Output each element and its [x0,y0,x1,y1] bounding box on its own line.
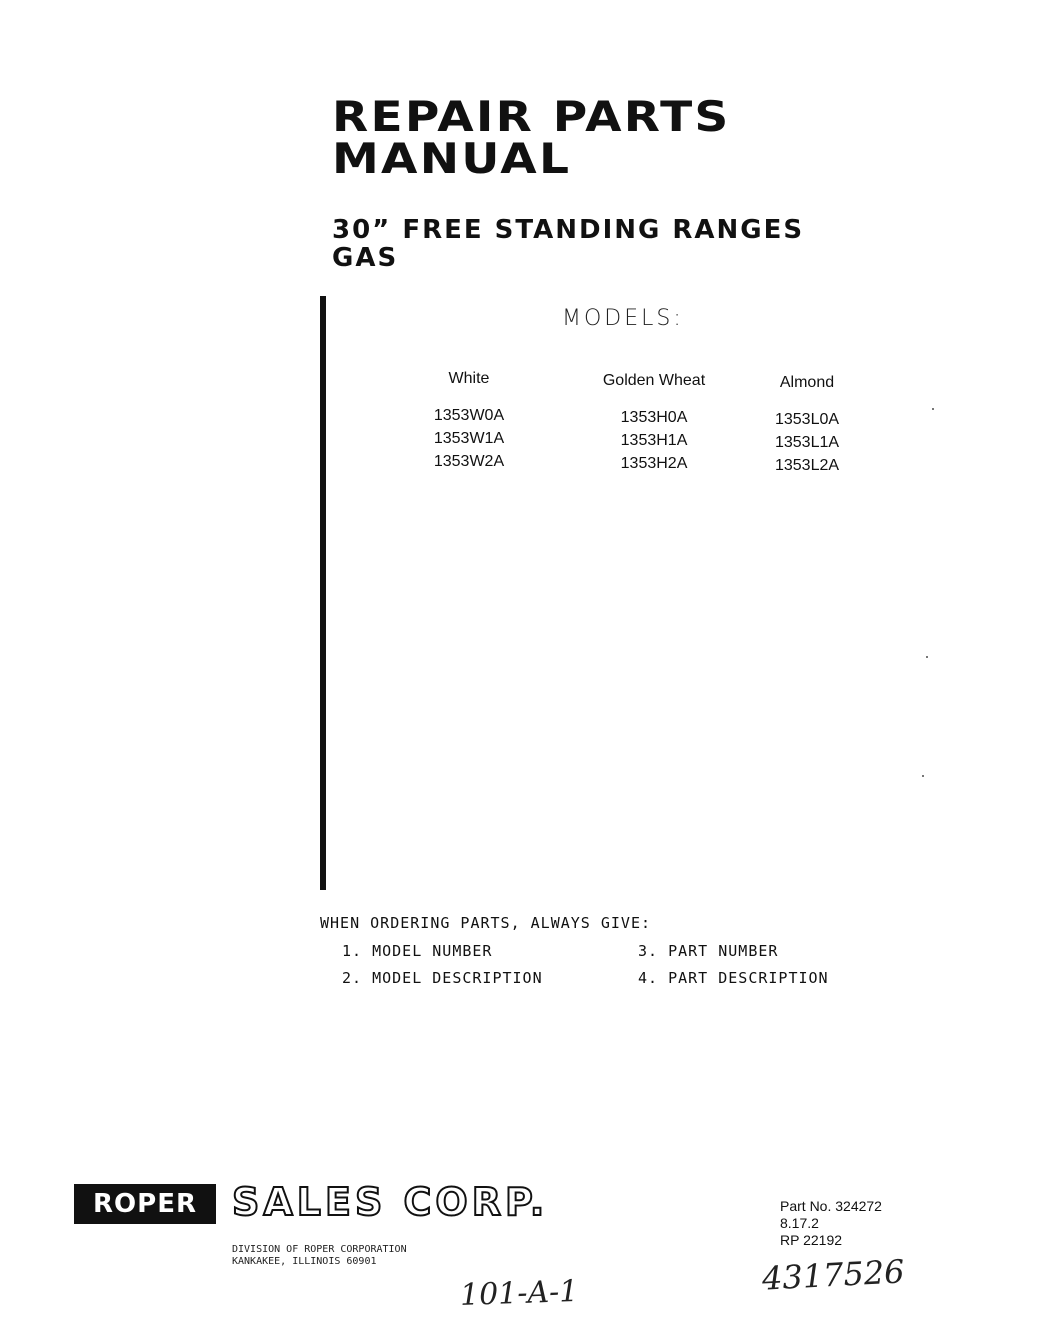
subtitle-line-2: GAS [332,243,399,273]
model-number: 1353L2A [774,457,840,474]
models-heading: MODELS: [562,306,684,331]
column-header: Golden Wheat [602,372,706,389]
handwritten-note: 101-A-1 [459,1273,579,1314]
print-code: 8.17.2 [780,1215,819,1231]
manual-subtitle [332,216,804,272]
models-column-golden-wheat [574,372,734,475]
models-column-white [394,370,544,473]
part-number: Part No. 324272 [780,1198,882,1214]
model-number: 1353H2A [620,455,688,472]
vertical-rule [320,296,326,890]
ordering-item: 4. PART DESCRIPTION [638,969,829,987]
ordering-heading: WHEN ORDERING PARTS, ALWAYS GIVE: [320,914,652,932]
column-header: White [448,370,490,387]
division-line: DIVISION OF ROPER CORPORATION [232,1244,407,1255]
title-line-1: REPAIR PARTS [332,92,731,141]
model-number: 1353W1A [433,430,505,447]
model-number: 1353H0A [620,409,688,426]
model-number: 1353W2A [433,453,505,470]
scan-speck [932,408,934,410]
subtitle-line-1: 30” FREE STANDING RANGES [332,215,805,245]
ordering-item: 2. MODEL DESCRIPTION [342,969,543,987]
title-line-2: MANUAL [332,134,572,183]
division-address [232,1244,407,1268]
model-number: 1353H1A [620,432,688,449]
address-line: KANKAKEE, ILLINOIS 60901 [232,1256,377,1267]
sales-corp-logo: SALES CORP. [232,1180,549,1224]
model-number: 1353L1A [774,434,840,451]
scan-speck [926,656,928,658]
part-info [780,1198,882,1249]
column-header: Almond [779,374,835,391]
model-number: 1353L0A [774,411,840,428]
handwritten-number: 4317526 [761,1252,906,1298]
rp-code: RP 22192 [780,1232,843,1248]
ordering-item: 3. PART NUMBER [638,942,779,960]
roper-logo: ROPER [74,1184,216,1224]
models-column-almond [732,374,882,477]
scan-speck [922,775,924,777]
manual-title [332,92,731,183]
model-number: 1353W0A [433,407,505,424]
ordering-item: 1. MODEL NUMBER [342,942,493,960]
